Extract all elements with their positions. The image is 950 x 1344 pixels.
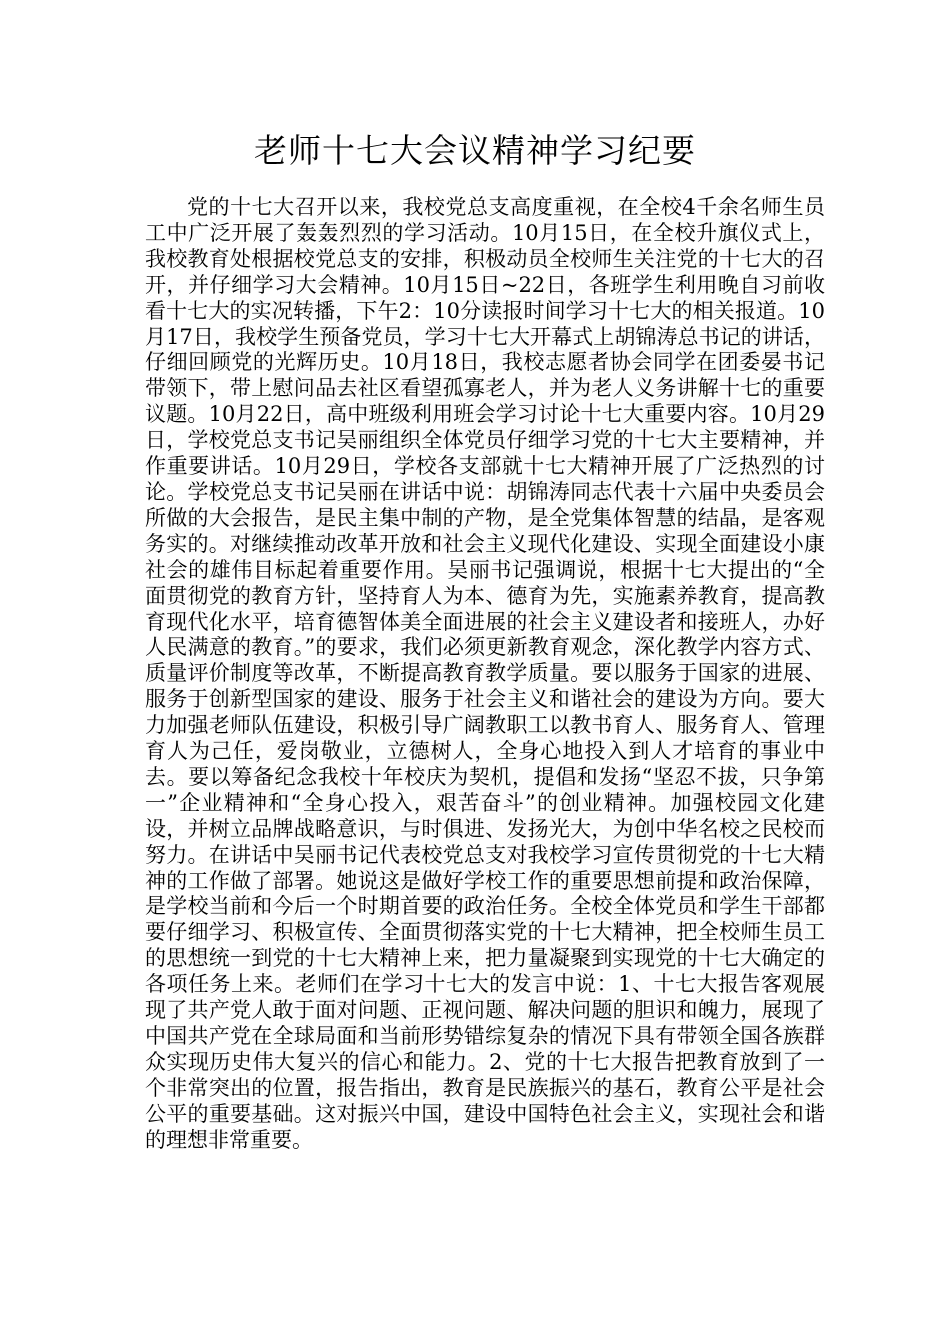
body-paragraph: 党的十七大召开以来，我校党总支高度重视，在全校4千余名师生员工中广泛开展了轰轰烈烈的学习活动。10月15日，在全校升旗仪式上，我校教育处根据校党总支的安排，积极动员全校师生关注党的十七大的召开，并仔细学习大会精神。10月15日~22日，各班学生利用晚自习前收看十七大的实况转播，下午2：10分读报时间学习十七大的相关报道。10月17日，我校学生预备党员，学习十七大开幕式上胡锦涛总书记的讲话，仔细回顾党的光辉历史。10月18日，我校志愿者协会同学在团委晏书记带领下，带上慰问品去社区看望孤寡老人，并为老人义务讲解十七的重要议题。10月22日，高中班级利用班会学习讨论十七大重要内容。10月29日，学校党总支书记吴丽组织全体党员仔细学习党的十七大主要精神，并作重要讲话。10月29日，学校各支部就十七大精神开展了广泛热烈的讨论。学校党总支书记吴丽在讲话中说：胡锦涛同志代表十六届中央委员会所做的大会报告，是民主集中制的产物，是全党集体智慧的结晶，是客观务实的。对继续推动改革开放和社会主义现代化建设、实现全面建设小康社会的雄伟目标起着重要作用。吴丽书记强调说，根据十七大提出的“全面贯彻党的教育方针，坚持育人为本、德育为先，实施素养教育，提高教育现代化水平，培育德智体美全面进展的社会主义建设者和接班人，办好人民满意的教育。”的要求，我们必须更新教育观念，深化教学内容方式、质量评价制度等改革，不断提高教育教学质量。要以服务于国家的进展、服务于创新型国家的建设、服务于社会主义和谐社会的建设为方向。要大力加强老师队伍建设，积极引导广阔教职工以教书育人、服务育人、管理育人为己任，爱岗敬业，立德树人，全身心地投入到人才培育的事业中去。要以筹备纪念我校十年校庆为契机，提倡和发扬“坚忍不拔，只争第一”企业精神和“全身心投入，艰苦奋斗”的创业精神。加强校园文化建设，并树立品牌战略意识，与时俱进、发扬光大，为创中华名校之民校而努力。在讲话中吴丽书记代表校党总支对我校学习宣传贯彻党的十七大精神的工作做了部署。她说这是做好学校工作的重要思想前提和政治保障，是学校当前和今后一个时期首要的政治任务。全校全体党员和学生干部都要仔细学习、积极宣传、全面贯彻落实党的十七大精神，把全校师生员工的思想统一到党的十七大精神上来，把力量凝聚到实现党的十七大确定的各项任务上来。老师们在学习十七大的发言中说：1、十七大报告客观展现了共产党人敢于面对问题、正视问题、解决问题的胆识和魄力，展现了中国共产党在全球局面和当前形势错综复杂的情况下具有带领全国各族群众实现历史伟大复兴的信心和能力。2、党的十七大报告把教育放到了一个非常突出的位置，报告指出，教育是民族振兴的基石，教育公平是社会公平的重要基础。这对振兴中国，建设中国特色社会主义，实现社会和谐的理想非常重要。 [145, 195, 825, 1152]
document-title: 老师十七大会议精神学习纪要 [254, 131, 696, 170]
